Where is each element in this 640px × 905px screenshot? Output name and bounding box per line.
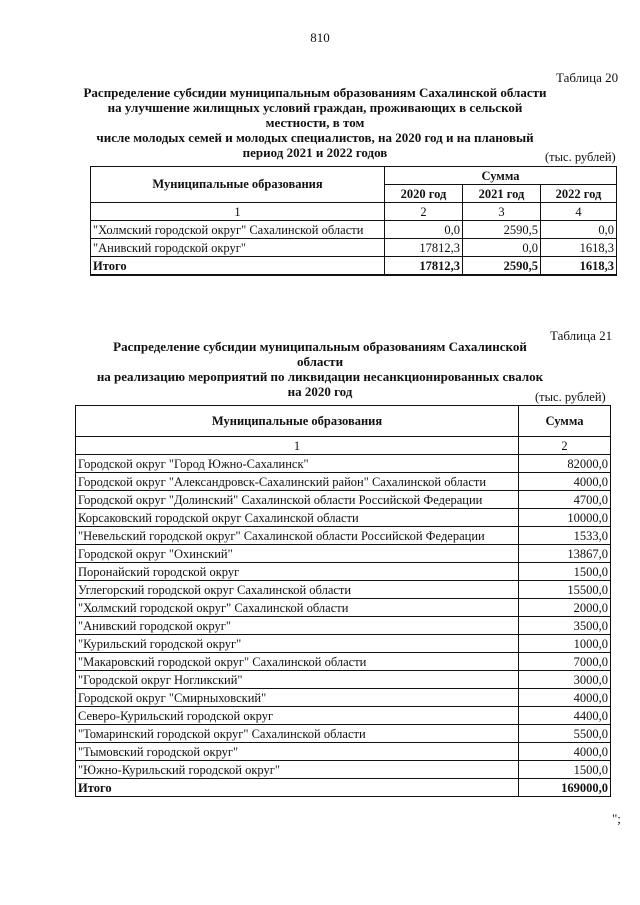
municipality-name: "Анивский городской округ" [91,239,385,257]
amount-2021: 0,0 [463,239,541,257]
table-row [76,491,611,509]
amount: 5500,0 [519,725,611,743]
municipality-name: "Южно-Курильский городской округ" [76,761,519,779]
table21-col-number: 1 [76,437,519,455]
table21-title-line: на 2020 год [287,384,353,399]
table21-header-municipality: Муниципальные образования [76,406,519,437]
table21-total-row [76,779,611,797]
table20-title-line: Распределение субсидии муниципальным образованиям Сахалинской области [83,85,547,100]
table-row [76,545,611,563]
table21-label: Таблица 21 [550,328,613,343]
table-row [76,689,611,707]
amount: 15500,0 [519,581,611,599]
amount-2020: 0,0 [385,221,463,239]
table-row [91,239,617,257]
municipality-name: Городской округ "Долинский" Сахалинской области Российской Федерации [76,491,519,509]
table20-label: Таблица 20 [556,70,619,85]
table-row [76,527,611,545]
amount: 10000,0 [519,509,611,527]
table-row [76,509,611,527]
table20-header-municipality: Муниципальные образования [91,167,385,203]
amount: 1500,0 [519,563,611,581]
amount-2021: 2590,5 [463,221,541,239]
amount: 1000,0 [519,635,611,653]
table20-header-year: 2020 год [385,185,463,203]
amount: 4000,0 [519,743,611,761]
total-2022: 1618,3 [541,257,617,276]
table-row [76,581,611,599]
municipality-name: "Томаринский городской округ" Сахалинской области [76,725,519,743]
table20-total-row [91,257,617,276]
table-row [76,743,611,761]
table20-units: (тыс. рублей) [545,150,616,164]
municipality-name: Городской округ "Город Южно-Сахалинск" [76,455,519,473]
amount: 4400,0 [519,707,611,725]
table-row [76,617,611,635]
table20-col-number: 4 [541,203,617,221]
municipality-name: Северо-Курильский городской округ [76,707,519,725]
municipality-name: "Городской округ Ногликский" [76,671,519,689]
table-row [76,671,611,689]
table21-col-number: 2 [519,437,611,455]
amount-2020: 17812,3 [385,239,463,257]
amount: 4000,0 [519,689,611,707]
table21-title-line: на реализацию мероприятий по ликвидации несанкционированных свалок [96,369,544,384]
total-label: Итого [91,257,385,276]
table20-col-number: 3 [463,203,541,221]
table20-header-year: 2022 год [541,185,617,203]
page-number: 810 [310,30,330,45]
table-row [91,221,617,239]
total-2020: 17812,3 [385,257,463,276]
municipality-name: "Курильский городской округ" [76,635,519,653]
municipality-name: Углегорский городской округ Сахалинской области [76,581,519,599]
table20-col-number: 1 [91,203,385,221]
municipality-name: Корсаковский городской округ Сахалинской области [76,509,519,527]
amount-2022: 0,0 [541,221,617,239]
municipality-name: Городской округ "Александровск-Сахалинский район" Сахалинской области [76,473,519,491]
amount: 3500,0 [519,617,611,635]
amount: 4700,0 [519,491,611,509]
table-row [76,761,611,779]
table20-title-line: период 2021 и 2022 годов [242,145,388,160]
amount: 4000,0 [519,473,611,491]
table-row [76,599,611,617]
municipality-name: "Холмский городской округ" Сахалинской области [76,599,519,617]
table-row [76,653,611,671]
table-row [76,455,611,473]
table21-header-sum: Сумма [519,406,611,437]
municipality-name: "Холмский городской округ" Сахалинской области [91,221,385,239]
total-2021: 2590,5 [463,257,541,276]
municipality-name: Поронайский городской округ [76,563,519,581]
table20 [90,166,617,276]
municipality-name: "Анивский городской округ" [76,617,519,635]
closing-quote-mark: "; [612,811,621,826]
amount-2022: 1618,3 [541,239,617,257]
total-label: Итого [76,779,519,797]
table-row [76,563,611,581]
amount: 82000,0 [519,455,611,473]
amount: 1533,0 [519,527,611,545]
table20-header-sum: Сумма [385,167,617,185]
total-amount: 169000,0 [519,779,611,797]
table-row [76,707,611,725]
table20-title-line: числе молодых семей и молодых специалистов, на 2020 год и на плановый [96,130,534,145]
table-row [76,635,611,653]
table20-header-year: 2021 год [463,185,541,203]
table21-title-line: Распределение субсидии муниципальным образованиям Сахалинской области [113,339,527,369]
municipality-name: Городской округ "Смирныховский" [76,689,519,707]
municipality-name: "Тымовский городской округ" [76,743,519,761]
amount: 7000,0 [519,653,611,671]
amount: 13867,0 [519,545,611,563]
table21-units: (тыс. рублей) [535,390,606,404]
table20-col-number: 2 [385,203,463,221]
amount: 3000,0 [519,671,611,689]
municipality-name: Городской округ "Охинский" [76,545,519,563]
table20-title-line: на улучшение жилищных условий граждан, проживающих в сельской местности, в том [107,100,523,130]
table-row [76,473,611,491]
table21 [75,405,611,797]
municipality-name: "Макаровский городской округ" Сахалинской области [76,653,519,671]
table-row [76,725,611,743]
amount: 2000,0 [519,599,611,617]
table20-title [80,85,550,160]
table21-title [90,339,550,399]
municipality-name: "Невельский городской округ" Сахалинской области Российской Федерации [76,527,519,545]
amount: 1500,0 [519,761,611,779]
